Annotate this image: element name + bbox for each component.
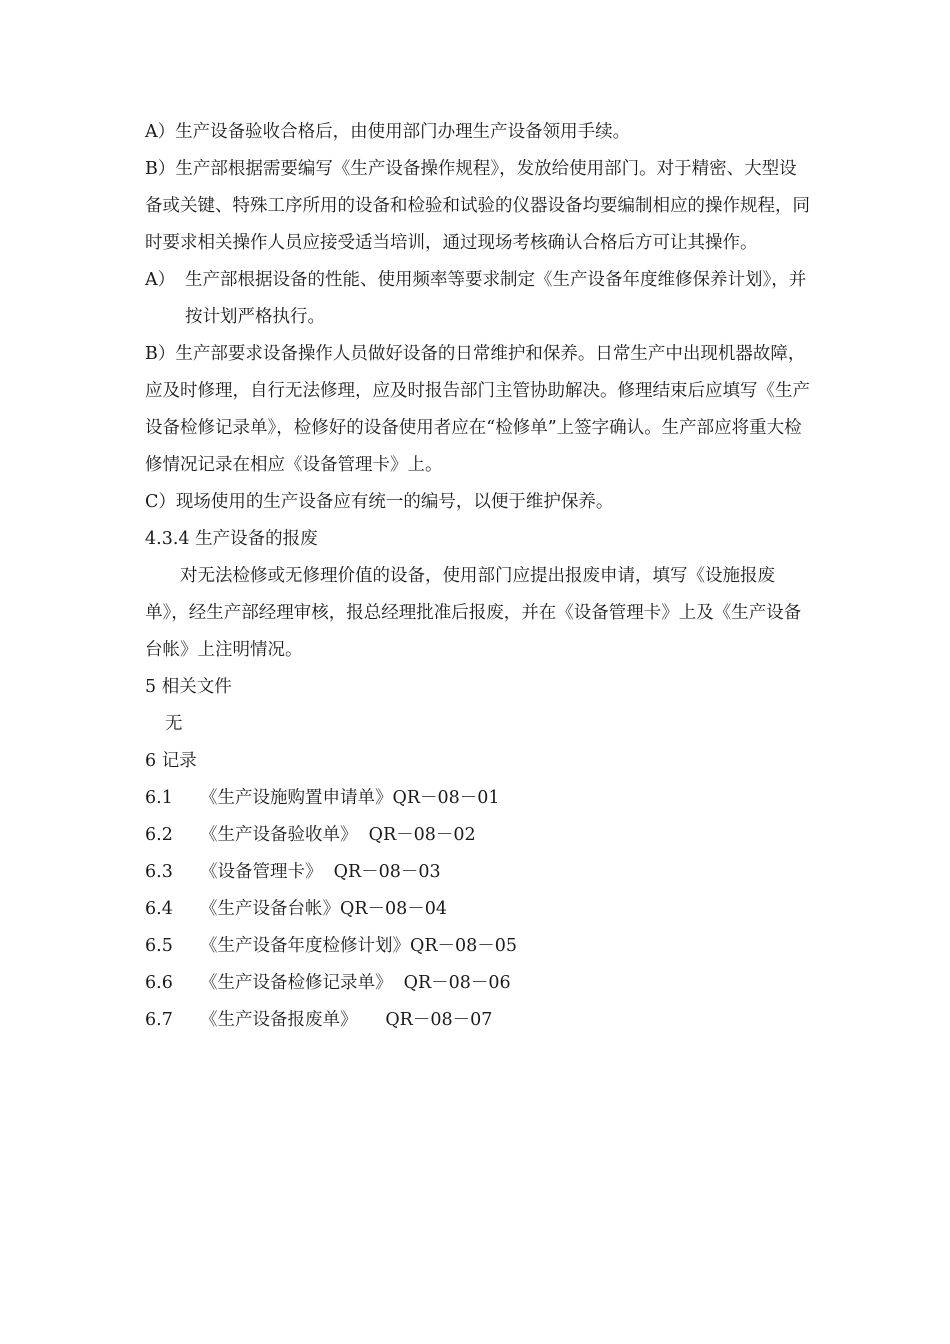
record-number: 6.5 — [145, 936, 173, 956]
list-marker: A） — [145, 270, 176, 290]
record-code: QR－08－05 — [410, 936, 518, 956]
record-code: QR－08－01 — [392, 788, 500, 808]
paragraph-scrapping: 对无法检修或无修理价值的设备，使用部门应提出报废申请，填写《设施报废单》，经生产部经理审核，报总经理批准后报废，并在《设备管理卡》上及《生产设备台帐》上注明情况。 — [145, 566, 802, 660]
record-title: 《生产设备年度检修计划》 — [200, 936, 410, 956]
document-body — [145, 114, 810, 1039]
paragraph-text: 生产部根据设备的性能、使用频率等要求制定《生产设备年度维修保养计划》，并按计划严格执行。 — [185, 270, 807, 327]
record-title: 《生产设备检修记录单》 — [200, 973, 404, 993]
record-title: 《生产设备台帐》 — [200, 899, 340, 919]
record-item — [145, 891, 810, 928]
record-title: 《生产设备验收单》 — [200, 825, 369, 845]
record-item — [145, 1002, 810, 1039]
record-item — [145, 965, 810, 1002]
paragraph-c-numbering: C）现场使用的生产设备应有统一的编号，以便于维护保养。 — [145, 492, 614, 512]
record-code: QR－08－03 — [333, 862, 441, 882]
record-title: 《生产设施购置申请单》 — [200, 788, 393, 808]
section-heading-6: 6 记录 — [145, 751, 197, 771]
section-heading-4-3-4: 4.3.4 生产设备的报废 — [145, 529, 318, 549]
record-number: 6.6 — [145, 973, 173, 993]
paragraph-none: 无 — [165, 714, 183, 734]
record-item — [145, 817, 810, 854]
paragraph-b-daily-maintenance: B）生产部要求设备操作人员做好设备的日常维护和保养。日常生产中出现机器故障，应及时修理，自行无法修理，应及时报告部门主管协助解决。修理结束后应填写《生产设备检修记录单》，检修好的设备使用者应在“检修单”上签字确认。生产部应将重大检修情况记录在相应《设备管理卡》上。 — [145, 344, 810, 475]
record-code: QR－08－04 — [340, 899, 448, 919]
record-item — [145, 854, 810, 891]
record-number: 6.7 — [145, 1010, 173, 1030]
record-number: 6.1 — [145, 788, 173, 808]
record-item — [145, 780, 810, 817]
record-title: 《设备管理卡》 — [200, 862, 334, 882]
record-number: 6.2 — [145, 825, 173, 845]
record-title: 《生产设备报废单》 — [200, 1010, 386, 1030]
paragraph-b-operating-procedures: B）生产部根据需要编写《生产设备操作规程》，发放给使用部门。对于精密、大型设备或关键、特殊工序所用的设备和检验和试验的仪器设备均要编制相应的操作规程，同时要求相关操作人员应接受适当培训，通过现场考核确认合格后方可让其操作。 — [145, 159, 810, 253]
record-code: QR－08－06 — [403, 973, 511, 993]
section-heading-5: 5 相关文件 — [145, 677, 232, 697]
record-code: QR－08－02 — [368, 825, 476, 845]
record-number: 6.3 — [145, 862, 173, 882]
record-item — [145, 928, 810, 965]
paragraph-a-receipt: A）生产设备验收合格后，由使用部门办理生产设备领用手续。 — [145, 122, 631, 142]
record-number: 6.4 — [145, 899, 173, 919]
record-code: QR－08－07 — [385, 1010, 493, 1030]
paragraph-a-maintenance-plan — [145, 262, 810, 336]
